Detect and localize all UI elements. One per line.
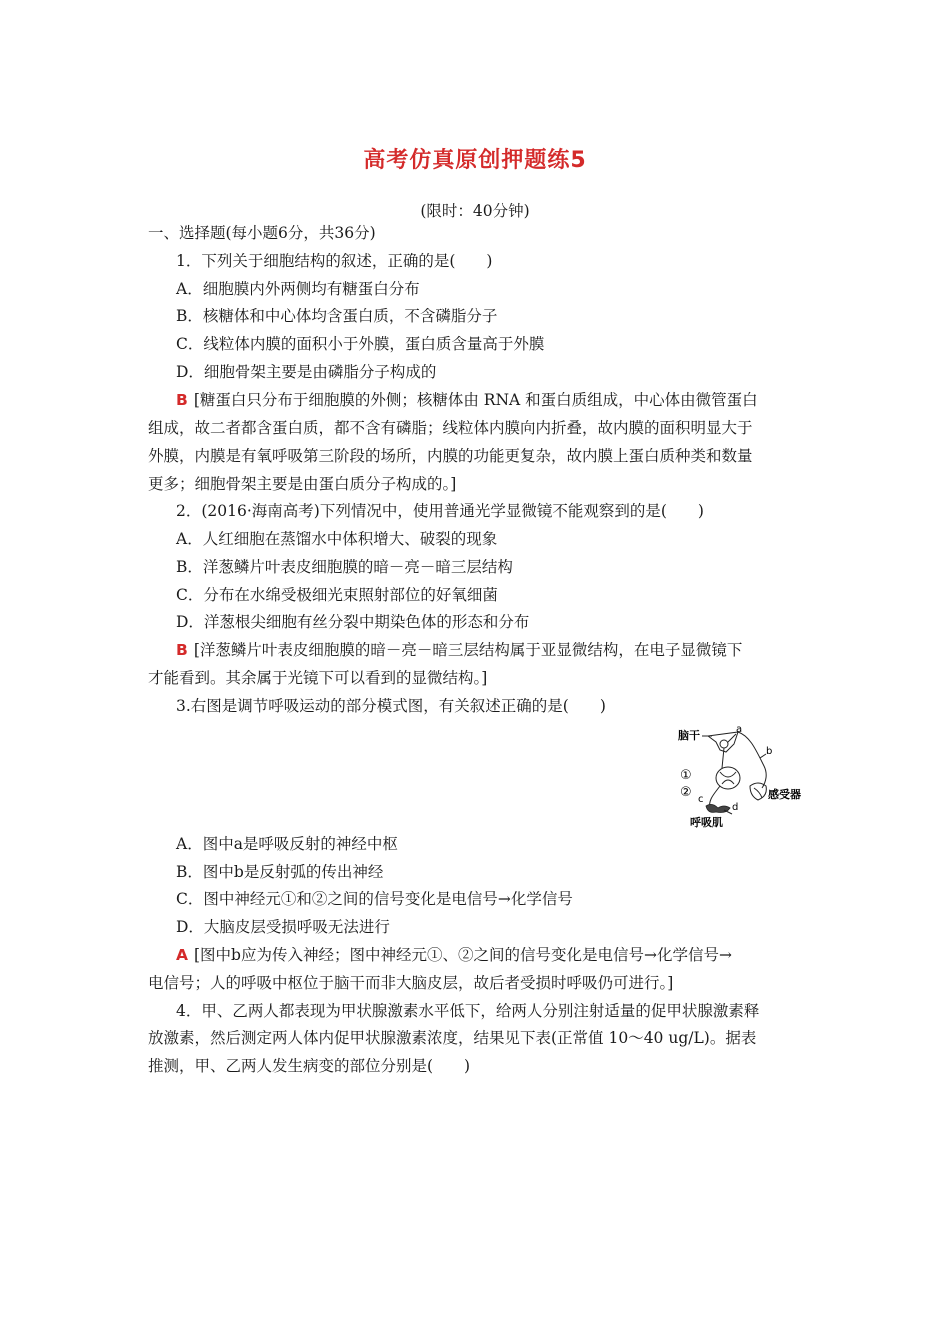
neuron-a-body <box>720 740 728 748</box>
label-neuron-2: ② <box>680 785 692 800</box>
label-d: d <box>732 802 739 813</box>
q3-explanation-2: 电信号；人的呼吸中枢位于脑干而非大脑皮层，故后者受损时呼吸仍可进行。] <box>148 974 674 992</box>
reflex-arc-figure <box>676 722 816 832</box>
label-respiratory-muscle: 呼吸肌 <box>690 816 723 829</box>
q4-stem-2: 放激素，然后测定两人体内促甲状腺激素浓度，结果见下表(正常值 10～40 ug/L)。据表 <box>148 1029 757 1047</box>
q3-option-b: B．图中b是反射弧的传出神经 <box>176 863 384 881</box>
q1-answer: B <box>176 391 188 409</box>
q3-answer: A <box>176 946 188 964</box>
q1-explanation-2: 组成，故二者都含蛋白质，都不含有磷脂；线粒体内膜向内折叠，故内膜的面积明显大于 <box>148 419 753 437</box>
q3-option-a: A．图中a是呼吸反射的神经中枢 <box>176 835 398 853</box>
q1-explanation-4: 更多；细胞骨架主要是由蛋白质分子构成的。] <box>148 475 457 493</box>
respiration-diagram <box>676 722 816 832</box>
afferent-nerve-b <box>738 732 766 788</box>
brainstem-shape <box>708 732 738 752</box>
q1-option-d: D．细胞骨架主要是由磷脂分子构成的 <box>176 363 437 381</box>
label-neuron-1: ① <box>680 768 692 783</box>
label-c: c <box>698 794 704 805</box>
q1-option-c: C．线粒体内膜的面积小于外膜，蛋白质含量高于外膜 <box>176 335 545 353</box>
q2-explanation-2: 才能看到。其余属于光镜下可以看到的显微结构。] <box>148 669 488 687</box>
time-limit: (限时：40分钟) <box>420 202 530 220</box>
q2-option-b: B．洋葱鳞片叶表皮细胞膜的暗－亮－暗三层结构 <box>176 558 513 576</box>
q3-option-c: C．图中神经元①和②之间的信号变化是电信号→化学信号 <box>176 890 573 908</box>
receptor-detail <box>754 788 762 798</box>
q2-option-a: A．人红细胞在蒸馏水中体积增大、破裂的现象 <box>176 530 498 548</box>
q1-stem: 1．下列关于细胞结构的叙述，正确的是( ) <box>176 252 493 270</box>
q1-explanation-1: B [糖蛋白只分布于细胞膜的外侧；核糖体由 RNA 和蛋白质组成，中心体由微管蛋白 <box>176 391 758 409</box>
label-a: a <box>736 724 743 735</box>
section-heading: 一、选择题(每小题6分，共36分) <box>148 224 376 242</box>
q2-option-c: C．分布在水绵受极细光束照射部位的好氧细菌 <box>176 586 498 604</box>
label-receptor: 感受器 <box>768 788 801 801</box>
q2-stem: 2．(2016·海南高考)下列情况中，使用普通光学显微镜不能观察到的是( ) <box>176 502 704 520</box>
label-b: b <box>766 746 773 757</box>
label-brainstem: 脑干 <box>678 729 700 742</box>
q3-stem: 3.右图是调节呼吸运动的部分模式图，有关叙述正确的是( ) <box>176 697 606 715</box>
q2-option-d: D．洋葱根尖细胞有丝分裂中期染色体的形态和分布 <box>176 613 530 631</box>
q2-explanation-1: B [洋葱鳞片叶表皮细胞膜的暗－亮－暗三层结构属于亚显微结构，在电子显微镜下 <box>176 641 743 659</box>
q4-stem-1: 4．甲、乙两人都表现为甲状腺激素水平低下，给两人分别注射适量的促甲状腺激素释 <box>176 1002 760 1020</box>
q1-option-a: A．细胞膜内外两侧均有糖蛋白分布 <box>176 280 420 298</box>
q3-explanation-1: A [图中b应为传入神经；图中神经元①、②之间的信号变化是电信号→化学信号→ <box>176 946 732 964</box>
q1-option-b: B．核糖体和中心体均含蛋白质，不含磷脂分子 <box>176 307 498 325</box>
q3-option-d: D．大脑皮层受损呼吸无法进行 <box>176 918 390 936</box>
page-title: 高考仿真原创押题练5 <box>363 148 587 173</box>
gray-matter <box>720 772 736 784</box>
q4-stem-3: 推测，甲、乙两人发生病变的部位分别是( ) <box>148 1057 471 1075</box>
q1-explanation-3: 外膜，内膜是有氧呼吸第三阶段的场所，内膜的功能更复杂，故内膜上蛋白质种类和数量 <box>148 447 753 465</box>
q2-answer: B <box>176 641 188 659</box>
